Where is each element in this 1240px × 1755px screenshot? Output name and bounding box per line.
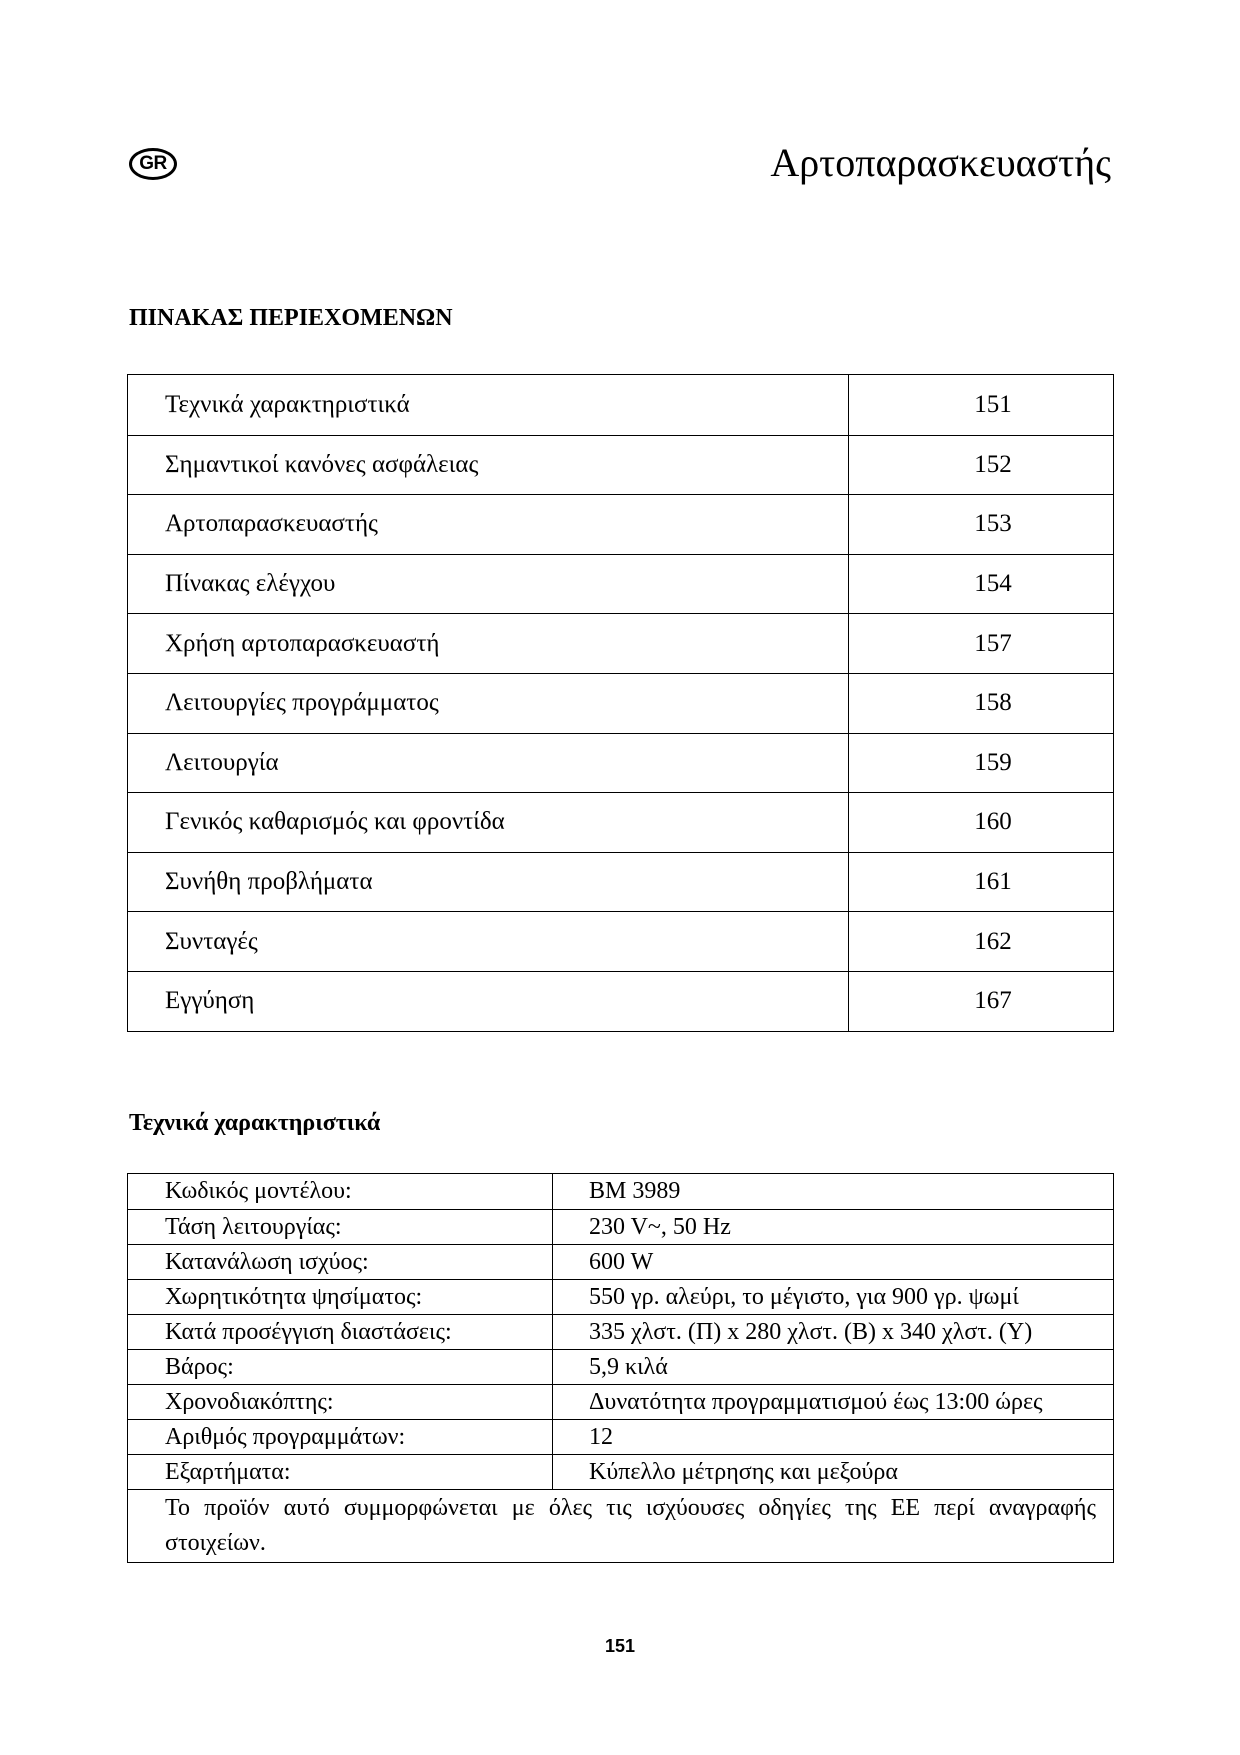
toc-row bbox=[128, 673, 1113, 733]
toc-entry-page: 151 bbox=[848, 375, 1113, 435]
spec-row bbox=[128, 1419, 1113, 1454]
spec-label: Τάση λειτουργίας: bbox=[165, 1213, 342, 1240]
spec-value: 230 V~, 50 Hz bbox=[552, 1210, 1113, 1244]
toc-entry-page: 159 bbox=[848, 734, 1113, 793]
toc-entry-label: Συνήθη προβλήματα bbox=[165, 868, 373, 896]
spec-value: BM 3989 bbox=[552, 1174, 1113, 1209]
toc-table bbox=[127, 374, 1114, 1032]
spec-value: 335 χλστ. (Π) x 280 χλστ. (Β) x 340 χλστ. (Υ) bbox=[552, 1315, 1113, 1349]
toc-entry-page: 162 bbox=[848, 912, 1113, 971]
language-badge: GR bbox=[129, 148, 177, 180]
toc-entry-label: Τεχνικά χαρακτηριστικά bbox=[165, 390, 410, 418]
specs-heading: Τεχνικά χαρακτηριστικά bbox=[129, 1110, 381, 1136]
page-number: 151 bbox=[604, 1636, 636, 1656]
toc-entry-page: 161 bbox=[848, 853, 1113, 912]
toc-row bbox=[128, 494, 1113, 554]
toc-row bbox=[128, 435, 1113, 495]
spec-row bbox=[128, 1454, 1113, 1489]
toc-entry-label: Χρήση αρτοπαρασκευαστή bbox=[165, 629, 440, 657]
spec-label: Κωδικός μοντέλου: bbox=[165, 1178, 352, 1204]
toc-entry-label: Εγγύηση bbox=[165, 987, 255, 1015]
spec-value: Κύπελλο μέτρησης και μεξούρα bbox=[552, 1455, 1113, 1489]
spec-label: Κατανάλωση ισχύος: bbox=[165, 1248, 369, 1275]
spec-label: Κατά προσέγγιση διαστάσεις: bbox=[165, 1318, 452, 1345]
spec-value: 5,9 κιλά bbox=[552, 1350, 1113, 1384]
spec-row bbox=[128, 1244, 1113, 1279]
toc-entry-label: Γενικός καθαρισμός και φροντίδα bbox=[165, 808, 505, 836]
toc-row bbox=[128, 971, 1113, 1031]
toc-row bbox=[128, 554, 1113, 614]
document-title: Αρτοπαρασκευαστής bbox=[770, 140, 1111, 185]
spec-label: Βάρος: bbox=[165, 1353, 234, 1380]
spec-value: Δυνατότητα προγραμματισμού έως 13:00 ώρες bbox=[552, 1385, 1113, 1419]
toc-entry-page: 167 bbox=[848, 972, 1113, 1031]
compliance-note bbox=[128, 1489, 1113, 1562]
toc-entry-page: 154 bbox=[848, 555, 1113, 614]
toc-row bbox=[128, 375, 1113, 435]
spec-label: Αριθμός προγραμμάτων: bbox=[165, 1423, 406, 1450]
spec-row bbox=[128, 1314, 1113, 1349]
spec-value: 550 γρ. αλεύρι, το μέγιστο, για 900 γρ. ψωμί bbox=[552, 1280, 1113, 1314]
spec-row bbox=[128, 1349, 1113, 1384]
spec-value: 600 W bbox=[552, 1245, 1113, 1279]
spec-value: 12 bbox=[552, 1420, 1113, 1454]
toc-row bbox=[128, 733, 1113, 793]
spec-label: Χωρητικότητα ψησίματος: bbox=[165, 1283, 423, 1310]
compliance-note-line: στοιχείων. bbox=[165, 1530, 266, 1556]
toc-row bbox=[128, 792, 1113, 852]
toc-entry-label: Λειτουργία bbox=[165, 748, 279, 776]
toc-entry-label: Πίνακας ελέγχου bbox=[165, 570, 336, 598]
toc-entry-page: 153 bbox=[848, 495, 1113, 554]
toc-row bbox=[128, 613, 1113, 673]
spec-label: Εξαρτήματα: bbox=[165, 1458, 291, 1485]
toc-heading: ΠΙΝΑΚΑΣ ΠΕΡΙΕΧΟΜΕΝΩΝ bbox=[129, 305, 453, 331]
spec-row bbox=[128, 1209, 1113, 1244]
toc-entry-label: Σημαντικοί κανόνες ασφάλειας bbox=[165, 450, 479, 478]
toc-row bbox=[128, 911, 1113, 971]
toc-entry-page: 160 bbox=[848, 793, 1113, 852]
toc-entry-label: Λειτουργίες προγράμματος bbox=[165, 689, 439, 717]
spec-row bbox=[128, 1174, 1113, 1209]
compliance-note-line: Το προϊόν αυτό συμμορφώνεται με όλες τις ισχύουσες οδηγίες της ΕΕ περί αναγραφής bbox=[165, 1495, 1096, 1521]
toc-entry-label: Συνταγές bbox=[165, 927, 258, 955]
spec-row bbox=[128, 1279, 1113, 1314]
spec-label: Χρονοδιακόπτης: bbox=[165, 1388, 334, 1415]
spec-row bbox=[128, 1384, 1113, 1419]
toc-row bbox=[128, 852, 1113, 912]
toc-entry-page: 158 bbox=[848, 674, 1113, 733]
toc-entry-page: 157 bbox=[848, 614, 1113, 673]
specs-table bbox=[127, 1173, 1114, 1563]
toc-entry-label: Αρτοπαρασκευαστής bbox=[165, 510, 378, 538]
toc-entry-page: 152 bbox=[848, 436, 1113, 495]
